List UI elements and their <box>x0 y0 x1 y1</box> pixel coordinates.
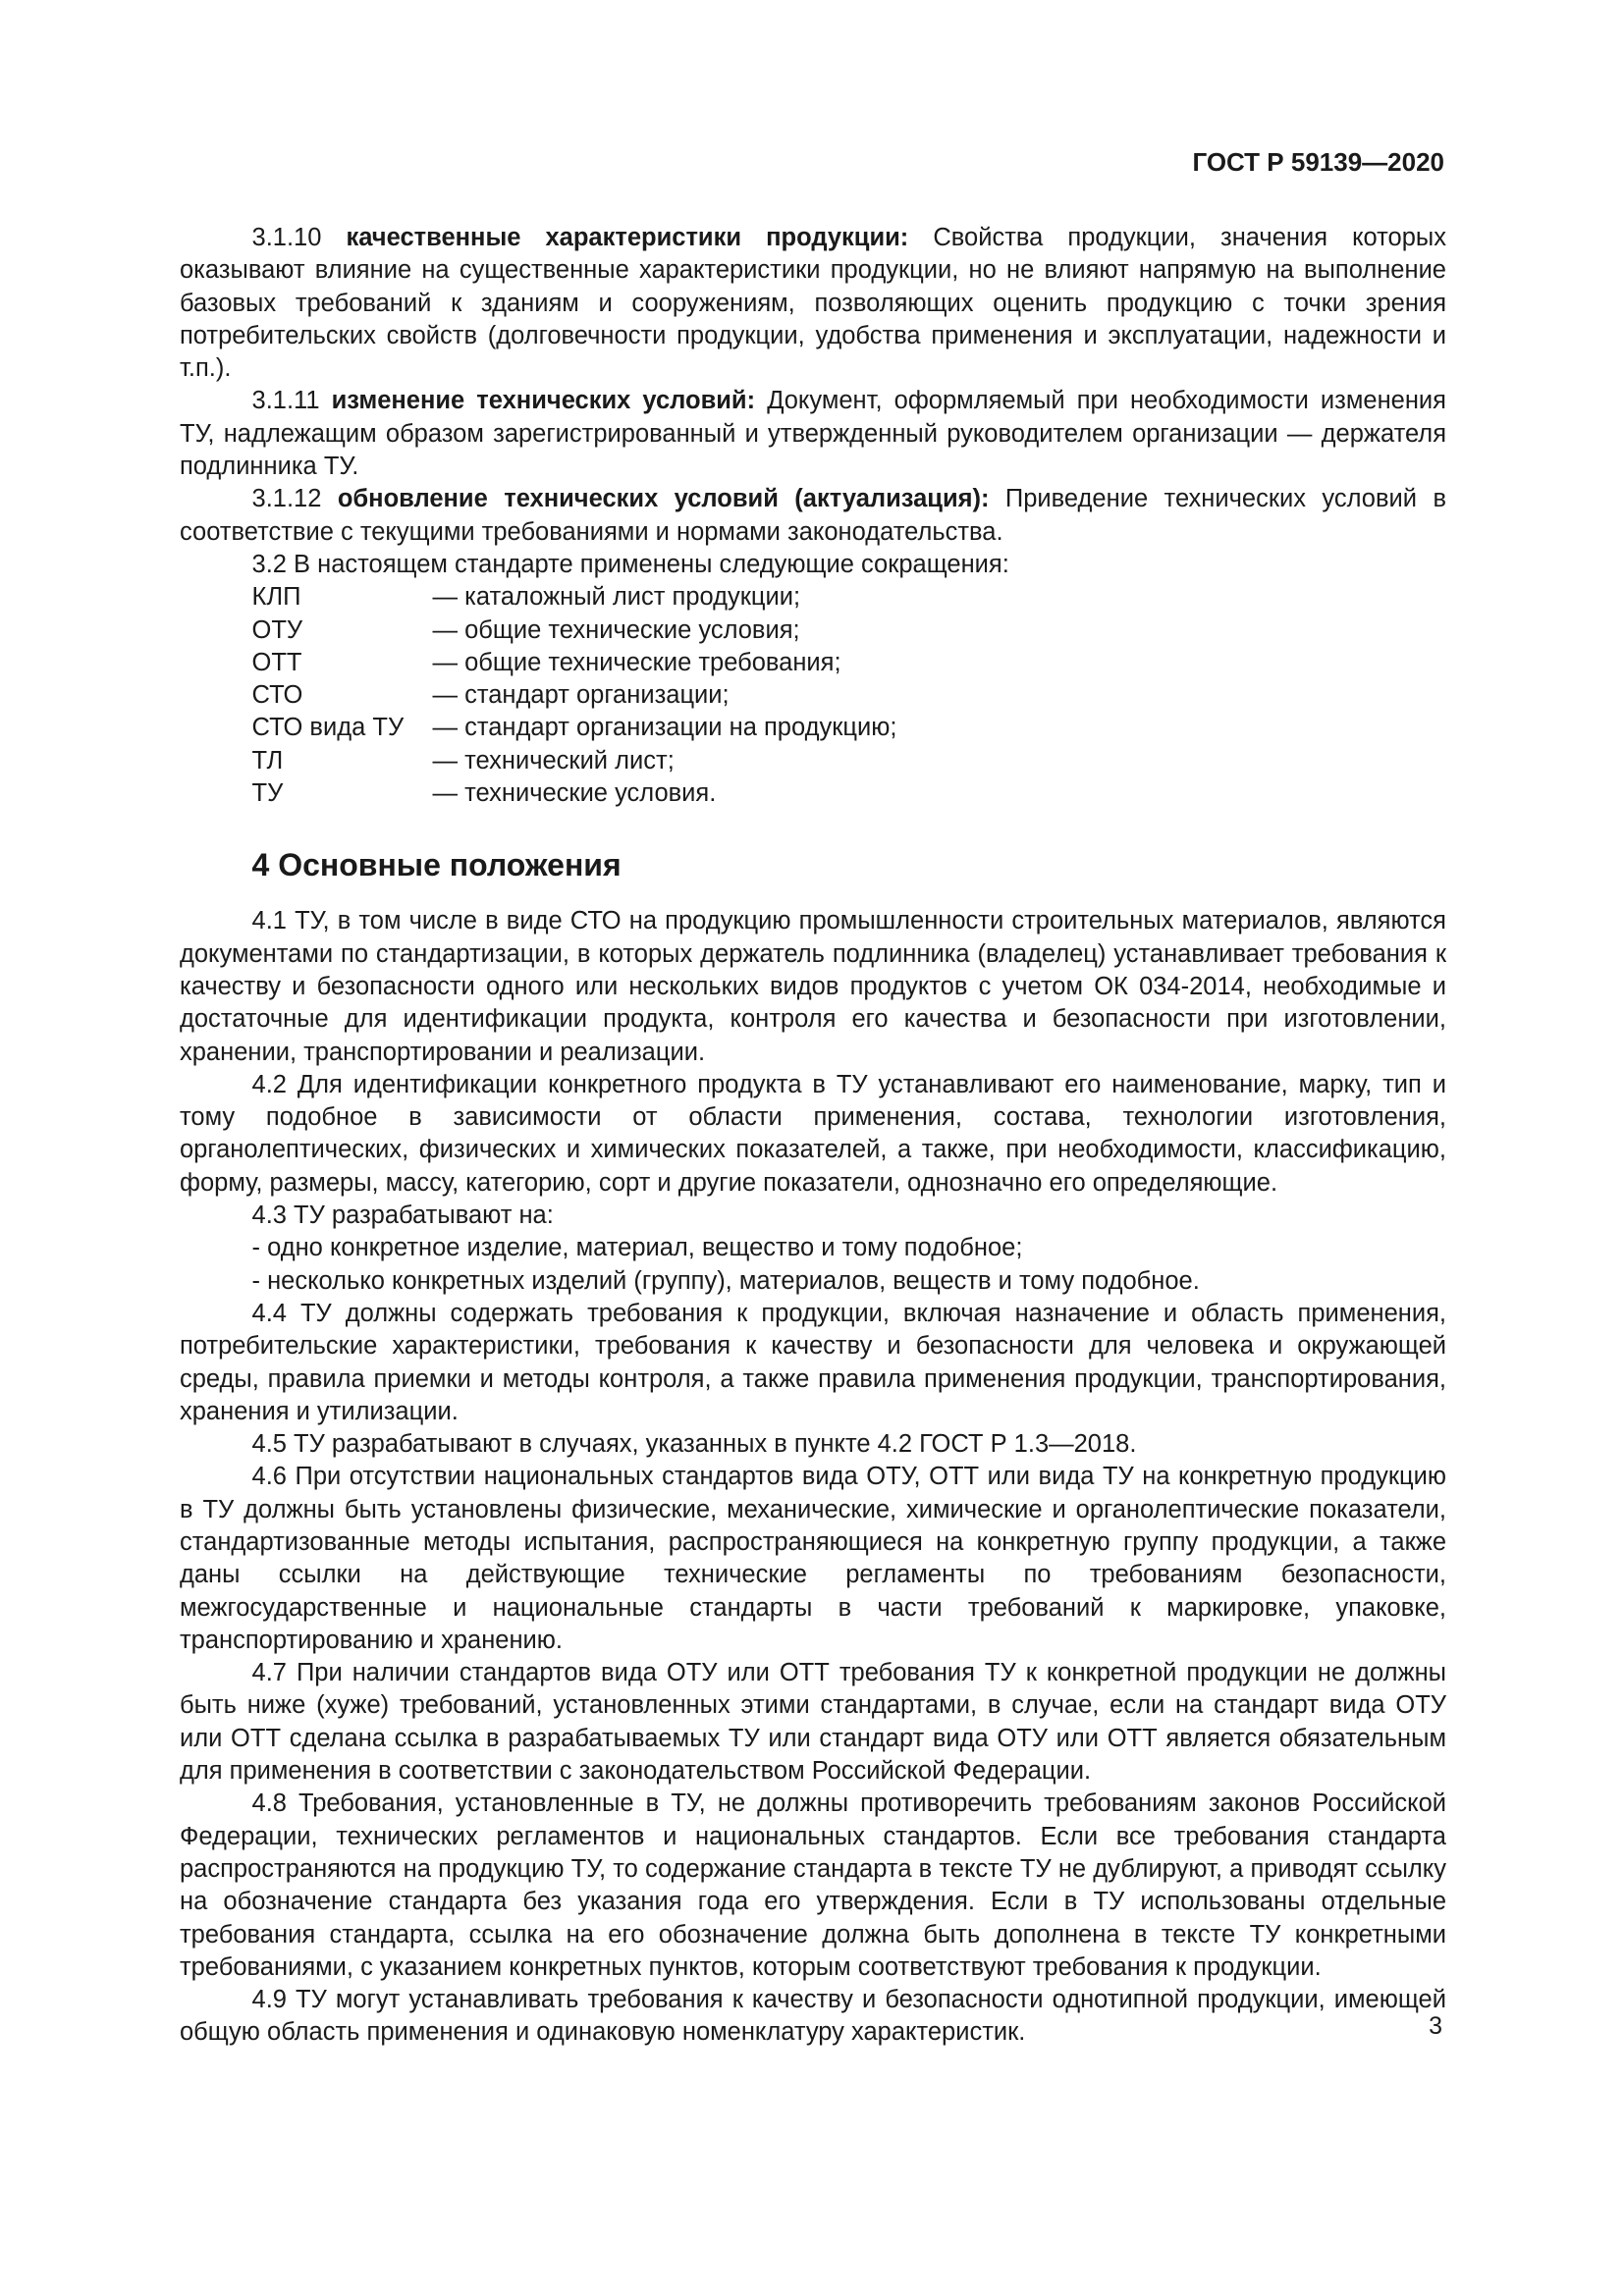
term: обновление технических условий (актуализация): <box>337 485 990 513</box>
definition-3-1-11 <box>180 385 1446 483</box>
abbreviation-desc: — технические условия. <box>432 779 717 808</box>
document-code-header: ГОСТ Р 59139—2020 <box>1192 147 1444 177</box>
abbreviation-desc: — общие технические требования; <box>432 648 841 676</box>
definition-text: Приведение технических условий в соответствие с текущими требованиями и нормами законодательства. <box>180 485 1446 546</box>
document-body <box>180 222 1446 2050</box>
abbreviation-row <box>252 581 1446 614</box>
list-item: - несколько конкретных изделий (группу), материалов, веществ и тому подобное. <box>251 1266 1200 1295</box>
abbreviation-code: ОТТ <box>251 648 302 676</box>
paragraph-4-5: 4.5 ТУ разрабатывают в случаях, указанных в пункте 4.2 ГОСТ Р 1.3—2018. <box>251 1430 1137 1459</box>
clause-number: 3.1.11 <box>251 387 320 415</box>
abbreviation-row <box>252 679 1446 712</box>
definition-text: Документ, оформляемый при необходимости изменения ТУ, надлежащим образом зарегистрированный и утвержденный руководителем организации — держателя подлинника ТУ. <box>180 387 1446 481</box>
abbreviation-desc: — стандарт организации на продукцию; <box>432 714 897 742</box>
term: изменение технических условий: <box>331 387 756 415</box>
definition-3-1-12 <box>180 483 1446 549</box>
page-number: 3 <box>1429 2012 1442 2040</box>
list-item: - одно конкретное изделие, материал, вещество и тому подобное; <box>251 1234 1023 1262</box>
abbreviation-desc: — стандарт организации; <box>432 681 730 710</box>
paragraph-4-2: 4.2 Для идентификации конкретного продукта в ТУ устанавливают его наименование, марку, тип и тому подобное в зависимости от области применения, состава, технологии изготовления, органолептических, физических и химических показателей, а также, при необходимости, классификацию, форму, размеры, массу, категорию, сорт и другие показатели, однозначно его определяющие. <box>180 1070 1446 1197</box>
abbreviation-row <box>252 745 1446 777</box>
abbreviation-row <box>252 647 1446 679</box>
clause-number: 3.1.12 <box>251 485 322 513</box>
paragraph-4-8: 4.8 Требования, установленные в ТУ, не должны противоречить требованиям законов Российской Федерации, технических регламентов и национальных стандартов. Если все требования стандарта распространяются на продукцию ТУ, то содержание стандарта в тексте ТУ не дублируют, а приводят ссылку на обозначение стандарта без указания года его утверждения. Если в ТУ использованы отдельные требования стандарта, ссылка на его обозначение должна быть дополнена в тексте ТУ конкретными требованиями, с указанием конкретных пунктов, которым соответствуют требования к продукции. <box>180 1789 1446 1981</box>
abbreviation-code: СТО <box>251 681 303 710</box>
definition-3-1-10 <box>180 222 1446 385</box>
term: качественные характеристики продукции: <box>346 224 909 251</box>
section-title: 4 Основные положения <box>251 847 622 883</box>
abbreviation-code: ТЛ <box>251 746 284 774</box>
paragraph-4-6: 4.6 При отсутствии национальных стандартов вида ОТУ, ОТТ или вида ТУ на конкретную продукцию в ТУ должны быть установлены физические, механические, химические и органолептические показатели, стандартизованные методы испытания, распространяющиеся на конкретную группу продукции, а также даны ссылки на действующие технические регламенты по требованиям безопасности, межгосударственные и национальные стандарты в части требований к маркировке, упаковке, транспортированию и хранению. <box>180 1463 1446 1654</box>
paragraph-4-1: 4.1 ТУ, в том числе в виде СТО на продукцию промышленности строительных материалов, являются документами по стандартизации, в которых держатель подлинника (владелец) устанавливает требования к качеству и безопасности одного или нескольких видов продуктов с учетом ОК 034-2014, необходимые и достаточные для идентификации продукта, контроля его качества и безопасности при изготовлении, хранении, транспортировании и реализации. <box>180 907 1446 1066</box>
abbreviation-row <box>252 712 1446 744</box>
abbreviation-row <box>252 614 1446 647</box>
abbreviation-desc: — общие технические условия; <box>432 615 800 644</box>
abbreviations-intro: 3.2 В настоящем стандарте применены следующие сокращения: <box>251 550 1009 578</box>
paragraph-4-9: 4.9 ТУ могут устанавливать требования к качеству и безопасности однотипной продукции, имеющей общую область применения и одинаковую номенклатуру характеристик. <box>180 1986 1446 2047</box>
abbreviation-code: КЛП <box>251 583 301 612</box>
clause-number: 3.1.10 <box>251 224 322 251</box>
abbreviation-desc: — технический лист; <box>432 746 675 774</box>
abbreviation-desc: — каталожный лист продукции; <box>432 583 801 612</box>
paragraph-4-3: 4.3 ТУ разрабатывают на: <box>251 1201 554 1230</box>
paragraph-4-7: 4.7 При наличии стандартов вида ОТУ или ОТТ требования ТУ к конкретной продукции не должны быть ниже (хуже) требований, установленных этими стандартами, в случае, если на стандарт вида ОТУ или ОТТ сделана ссылка в разрабатываемых ТУ или стандарт вида ОТУ или ОТТ является обязательным для применения в соответствии с законодательством Российской Федерации. <box>180 1659 1446 1786</box>
abbreviation-code: ТУ <box>251 779 284 808</box>
abbreviation-row <box>252 777 1446 810</box>
definition-text: Свойства продукции, значения которых оказывают влияние на существенные характеристики продукции, но не влияют напрямую на выполнение базовых требований к зданиям и сооружениям, позволяющих оценить продукцию с точки зрения потребительских свойств (долговечности продукции, удобства применения и эксплуатации, надежности и т.п.). <box>180 224 1446 383</box>
paragraph-4-4: 4.4 ТУ должны содержать требования к продукции, включая назначение и область применения, потребительские характеристики, требования к качеству и безопасности для человека и окружающей среды, правила приемки и методы контроля, а также правила применения продукции, транспортирования, хранения и утилизации. <box>180 1299 1446 1425</box>
abbreviation-code: ОТУ <box>251 615 303 644</box>
abbreviation-code: СТО вида ТУ <box>251 714 405 742</box>
